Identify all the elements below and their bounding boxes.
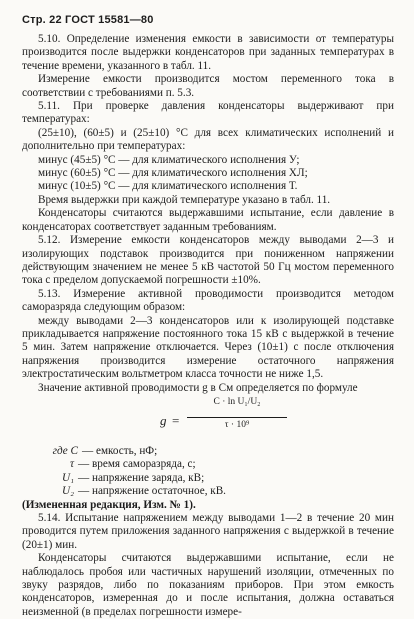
temperature-item-u: минус (45±5) °С — для климатического исполнения У; — [38, 153, 300, 166]
formula-numerator: C · ln U₁/U₂ — [213, 396, 261, 407]
paragraph-5-13: 5.13. Измерение активной проводимости производится методом саморазряда следующим образом: — [22, 287, 394, 314]
paragraph-5-11-result: Конденсаторы считаются выдержавшими испытание, если давление в конденсаторах соответствует заданным требованиям. — [22, 207, 394, 233]
legend-row — [22, 458, 394, 471]
temperature-item-t: минус (10±5) °С — для климатического исполнения Т. — [38, 180, 298, 193]
legend-row — [22, 485, 394, 498]
legend-symbol: где C — [52, 444, 78, 457]
paragraph-5-10-measurement: Измерение емкости производится мостом переменного тока в соответствии с требованиями п. 5.3. — [22, 73, 394, 99]
paragraph-5-11: 5.11. При проверке давления конденсаторы выдерживают при температурах: — [22, 100, 394, 126]
legend-symbol: τ — [69, 458, 74, 471]
formula-equals: = — [172, 412, 180, 428]
temperature-item-hl: минус (60±5) °С — для климатического исполнения ХЛ; — [38, 167, 308, 180]
formula-legend — [22, 445, 394, 499]
amendment-note: (Измененная редакция, Изм. № 1). — [22, 498, 196, 511]
legend-row — [22, 472, 394, 485]
paragraph-5-13-formula-intro: Значение активной проводимости g в См определяется по формуле — [38, 381, 358, 394]
paragraph-5-13-procedure: между выводами 2—3 конденсаторов или к изолирующей подставке прикладывается напряжение постоянного тока 15 кВ с выдержкой в течение 5 мин. Затем напряжение отключается. Через (10±1) с после отключения напряжения производится измерение остаточного напряжения электростатическим вольтметром класса точности не ниже 1,5. — [22, 314, 394, 381]
formula-fraction — [187, 397, 287, 431]
legend-symbol: U₁ — [62, 471, 74, 484]
legend-description: — напряжение остаточное, кВ. — [78, 485, 226, 498]
legend-description: — напряжение заряда, кВ; — [78, 471, 205, 484]
paragraph-5-14-result: Конденсаторы считаются выдержавшими испытание, если не наблюдалось пробоя или частичных нарушений изоляции, отмеченных по звуку разрядов, либо по показаниям приборов. При этом емкость конденсаторов, измеренная до и после испытания, должна оставаться неизменной (в пределах погрешности измере- — [22, 552, 394, 618]
legend-description: — время саморазряда, с; — [78, 458, 196, 471]
formula-denominator: τ · 10⁹ — [224, 419, 250, 430]
paragraph-5-14: 5.14. Испытание напряжением между выводами 1—2 в течение 20 мин проводится путем приложения заданного напряжения с выдержкой в течение (20±1) мин. — [22, 512, 394, 551]
page-header: Стр. 22 ГОСТ 15581—80 — [22, 14, 154, 26]
fraction-bar — [187, 417, 287, 418]
legend-symbol: U₂ — [62, 485, 74, 498]
legend-description: — емкость, нФ; — [82, 444, 158, 457]
conductance-formula — [22, 397, 394, 444]
paragraph-5-10: 5.10. Определение изменения емкости в зависимости от температуры производится после выдержки конденсаторов при заданных температурах в течение времени, указанного в табл. 11. — [22, 33, 394, 72]
paragraph-5-11-temperatures: (25±10), (60±5) и (25±10) °С для всех климатических исполнений и дополнительно при температурах: — [22, 126, 394, 153]
legend-row — [22, 445, 394, 458]
formula-lhs: g — [160, 412, 167, 428]
paragraph-5-11-time: Время выдержки при каждой температуре указано в табл. 11. — [38, 193, 331, 206]
paragraph-5-12: 5.12. Измерение емкости конденсаторов между выводами 2—3 и изолирующих подставок производится при пониженном напряжении действующим значением не менее 5 кВ частотой 50 Гц мостом переменного тока с пределом допускаемой погрешности ±10%. — [22, 234, 394, 287]
